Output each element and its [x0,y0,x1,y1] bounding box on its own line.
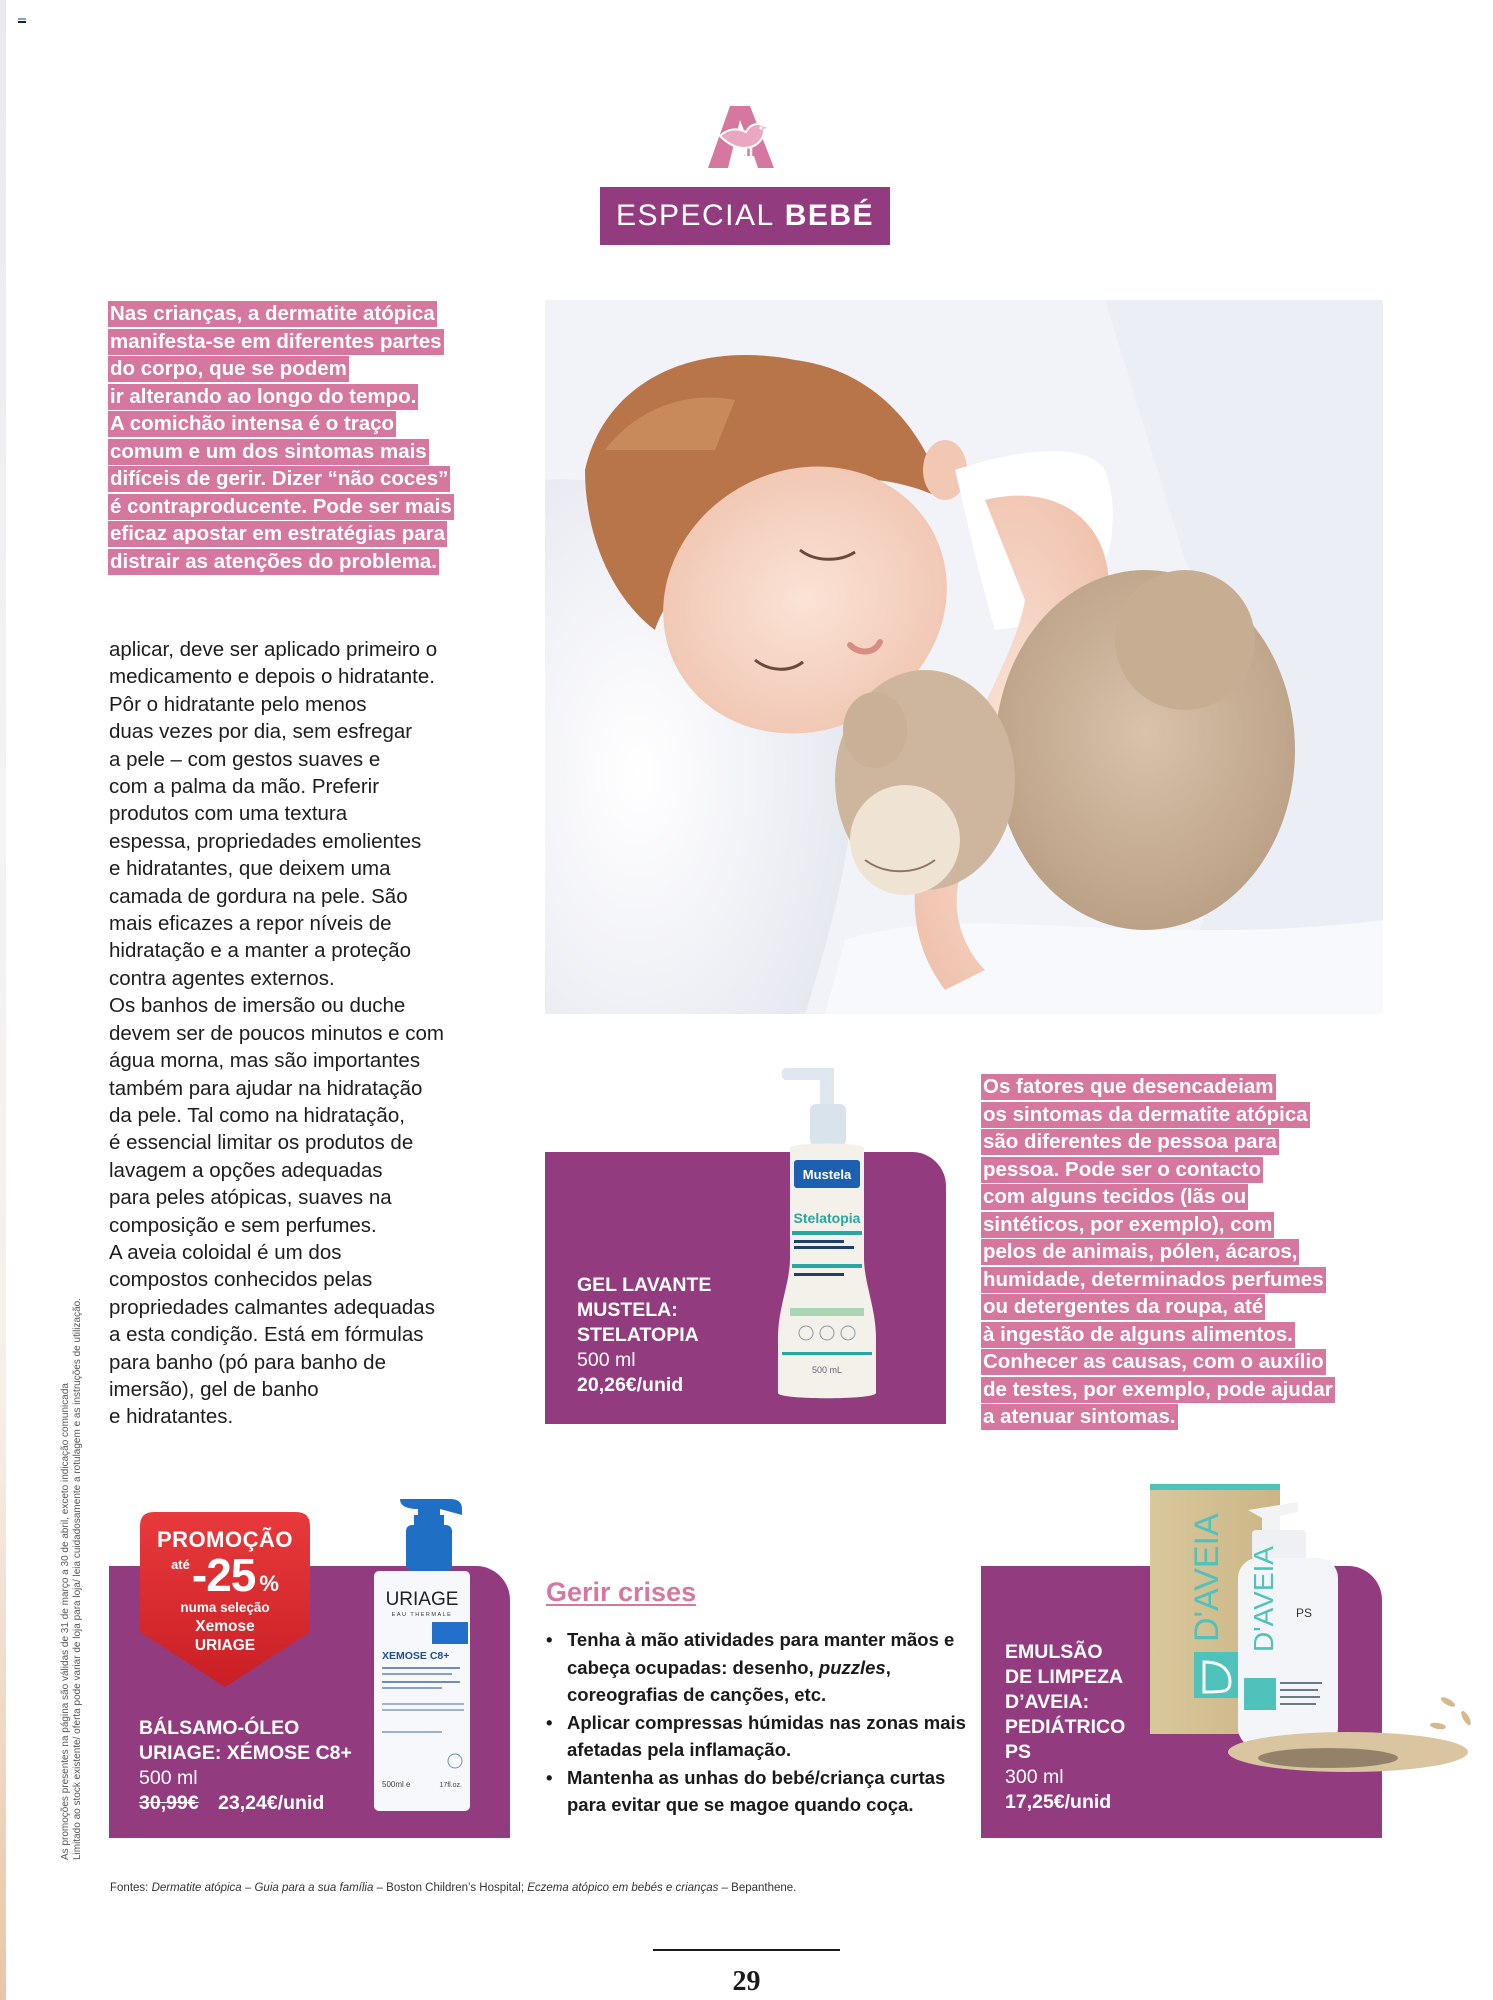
body-line: aplicar, deve ser aplicado primeiro o [109,638,438,661]
product-name: GEL LAVANTE [577,1274,712,1296]
promo-badge [140,1512,310,1655]
quote-line: os sintomas da dermatite atópica [983,1102,1308,1126]
quote-line: distrair as atenções do problema. [110,549,437,573]
quote-line: Nas crianças, a dermatite atópica [110,302,435,325]
body-line: é essencial limitar os produtos de [109,1131,414,1155]
product-name: EMULSÃO [1005,1641,1103,1663]
quote-line: pessoa. Pode ser o contacto [983,1157,1261,1181]
pull-quote-intro [108,300,508,575]
body-line: propriedades calmantes adequadas [109,1295,435,1319]
body-line: camada de gordura na pele. São [109,884,408,908]
pull-quote-triggers [981,1073,1381,1431]
quote-line: manifesta-se em diferentes partes [110,329,442,353]
quote-line: humidade, determinados perfumes [983,1267,1324,1291]
quote-line: do corpo, que se podem [110,357,347,380]
svg-text:URIAGE: URIAGE [385,1589,459,1610]
product-info-uriage [139,1716,352,1816]
quote-line: são diferentes de pessoa para [983,1130,1277,1153]
svg-text:PS: PS [1296,1606,1313,1620]
svg-text:XEMOSE C8+: XEMOSE C8+ [382,1650,450,1662]
corner-mark [18,18,26,24]
product-info-mustela [577,1273,711,1398]
body-line: da pele. Tal como na hidratação, [109,1103,405,1127]
quote-line: difíceis de gerir. Dizer “não coces” [110,467,449,490]
quote-line: ou detergentes da roupa, até [983,1295,1264,1318]
svg-text:D'AVEIA: D'AVEIA [1188,1513,1226,1642]
body-line: produtos com uma textura [109,802,348,826]
tips-section [546,1577,966,1819]
product-name: BÁLSAMO-ÓLEO [139,1717,300,1739]
page-edge-shadow [0,0,6,2000]
page-number: 29 [732,1966,761,1997]
product-size: 500 ml [577,1349,636,1371]
promo-discount: -25 [191,1549,256,1601]
body-line: espessa, propriedades emolientes [109,829,422,853]
promo-percent: % [259,1571,279,1596]
body-line: Os banhos de imersão ou duche [109,994,406,1018]
body-line: também para ajudar na hidratação [109,1076,423,1100]
product-info-daveia [1005,1640,1125,1815]
title-bold: BEBÉ [784,199,875,232]
product-size: 500 ml [139,1767,198,1789]
tip-item: • Tenha à mão atividades para manter mãos e cabeça ocupadas: desenho, puzzles, coreografias de canções, etc. [546,1626,966,1709]
promo-line: URIAGE [194,1637,256,1654]
tip-item: • Mantenha as unhas do bebé/criança curtas para evitar que se magoe quando coça. [546,1764,966,1819]
svg-text:D'AVEIA: D'AVEIA [1248,1546,1279,1652]
product-price: 17,25€/unid [1005,1791,1112,1813]
auchan-bird-logo-icon [708,106,774,168]
product-name: STELATOPIA [577,1324,699,1346]
product-name: URIAGE: XÉMOSE C8+ [139,1742,352,1764]
product-size: 300 ml [1005,1766,1064,1788]
product-price: 23,24€/unid [218,1792,325,1814]
tip-item: • Aplicar compressas húmidas nas zonas mais afetadas pela inflamação. [546,1709,966,1764]
svg-text:EAU THERMALE: EAU THERMALE [391,1612,453,1618]
body-line: A aveia coloidal é um dos [109,1240,342,1264]
quote-line: Conhecer as causas, com o auxílio [983,1350,1324,1373]
sleeping-child-photo [545,300,1383,1014]
body-line: imersão), gel de banho [109,1377,319,1401]
product-price: 20,26€/unid [577,1374,684,1396]
legal-line: Limitado ao stock existente/ oferta pode variar de loja para loja/ leia cuidadosamente a rotulagem e as instruções de utilização. [72,1298,83,1860]
svg-text:500ml e: 500ml e [382,1780,411,1789]
tips-list [546,1626,966,1819]
quote-line: ir alterando ao longo do tempo. [110,384,417,408]
mustela-bottle-image [772,1068,882,1403]
product-name: PS [1005,1741,1032,1763]
body-line: e hidratantes, que deixem uma [109,857,391,881]
body-line: compostos conhecidos pelas [109,1268,373,1292]
svg-text:500 mL: 500 mL [811,1365,843,1375]
svg-text:Mustela: Mustela [802,1167,852,1182]
legal-line: As promoções presentes na página são válidas de 31 de março a 30 de abril, exceto indicação comunicada [60,1383,71,1860]
promo-prefix: até [171,1557,190,1572]
promo-line: Xemose [195,1618,255,1635]
section-title-banner [600,187,890,245]
product-old-price: 30,99€ [139,1792,199,1814]
body-line: duas vezes por dia, sem esfregar [109,720,413,744]
uriage-bottle-image [370,1495,475,1815]
body-line: contra agentes externos. [109,966,335,990]
quote-line: pelos de animais, pólen, ácaros, [983,1240,1298,1263]
quote-line: sintéticos, por exemplo), com [983,1212,1273,1236]
body-line: para banho (pó para banho de [109,1350,386,1374]
product-name: D’AVEIA: [1005,1691,1090,1713]
body-line: medicamento e depois o hidratante. [109,665,435,689]
promo-title: PROMOÇÃO [157,1527,293,1552]
quote-line: eficaz apostar em estratégias para [110,522,445,545]
product-name: MUSTELA: [577,1299,678,1321]
body-line: hidratação e a manter a proteção [109,939,411,963]
tips-title: Gerir crises [546,1577,697,1607]
quote-line: Os fatores que desencadeiam [983,1075,1274,1098]
quote-line: com alguns tecidos (lãs ou [983,1185,1247,1208]
article-body [109,636,519,1431]
body-line: Pôr o hidratante pelo menos [109,692,367,716]
body-line: composição e sem perfumes. [109,1213,377,1237]
quote-line: a atenuar sintomas. [983,1405,1176,1428]
body-line: com a palma da mão. Preferir [109,775,380,799]
quote-line: comum e um dos sintomas mais [110,439,427,463]
body-line: a esta condição. Está em fórmulas [109,1323,424,1347]
svg-text:17fl.oz.: 17fl.oz. [439,1782,462,1789]
page-number-rule [653,1949,840,1951]
body-line: lavagem a opções adequadas [109,1158,383,1182]
svg-text:Stelatopia: Stelatopia [793,1210,861,1226]
body-line: água morna, mas são importantes [109,1049,421,1073]
quote-line: de testes, por exemplo, pode ajudar [983,1377,1333,1401]
quote-line: A comichão intensa é o traço [110,412,395,435]
body-line: e hidratantes. [109,1405,234,1429]
quote-line: é contraproducente. Pode ser mais [110,494,452,518]
quote-line: à ingestão de alguns alimentos. [983,1322,1293,1346]
body-line: para peles atópicas, suaves na [109,1186,392,1210]
body-line: a pele – com gestos suaves e [109,747,381,771]
title-light: ESPECIAL [615,199,775,232]
daveia-product-image [1148,1482,1493,1782]
product-name: DE LIMPEZA [1005,1666,1124,1688]
product-name: PEDIÁTRICO [1005,1716,1126,1738]
body-line: devem ser de poucos minutos e com [109,1021,444,1045]
promo-line: numa seleção [180,1600,270,1615]
legal-note [60,1260,84,1860]
sources-line: Fontes: Dermatite atópica – Guia para a sua família – Boston Children’s Hospital; Eczema atópico em bebés e crianças – Bepanthene. [110,1882,797,1894]
body-line: mais eficazes a repor níveis de [109,912,392,936]
